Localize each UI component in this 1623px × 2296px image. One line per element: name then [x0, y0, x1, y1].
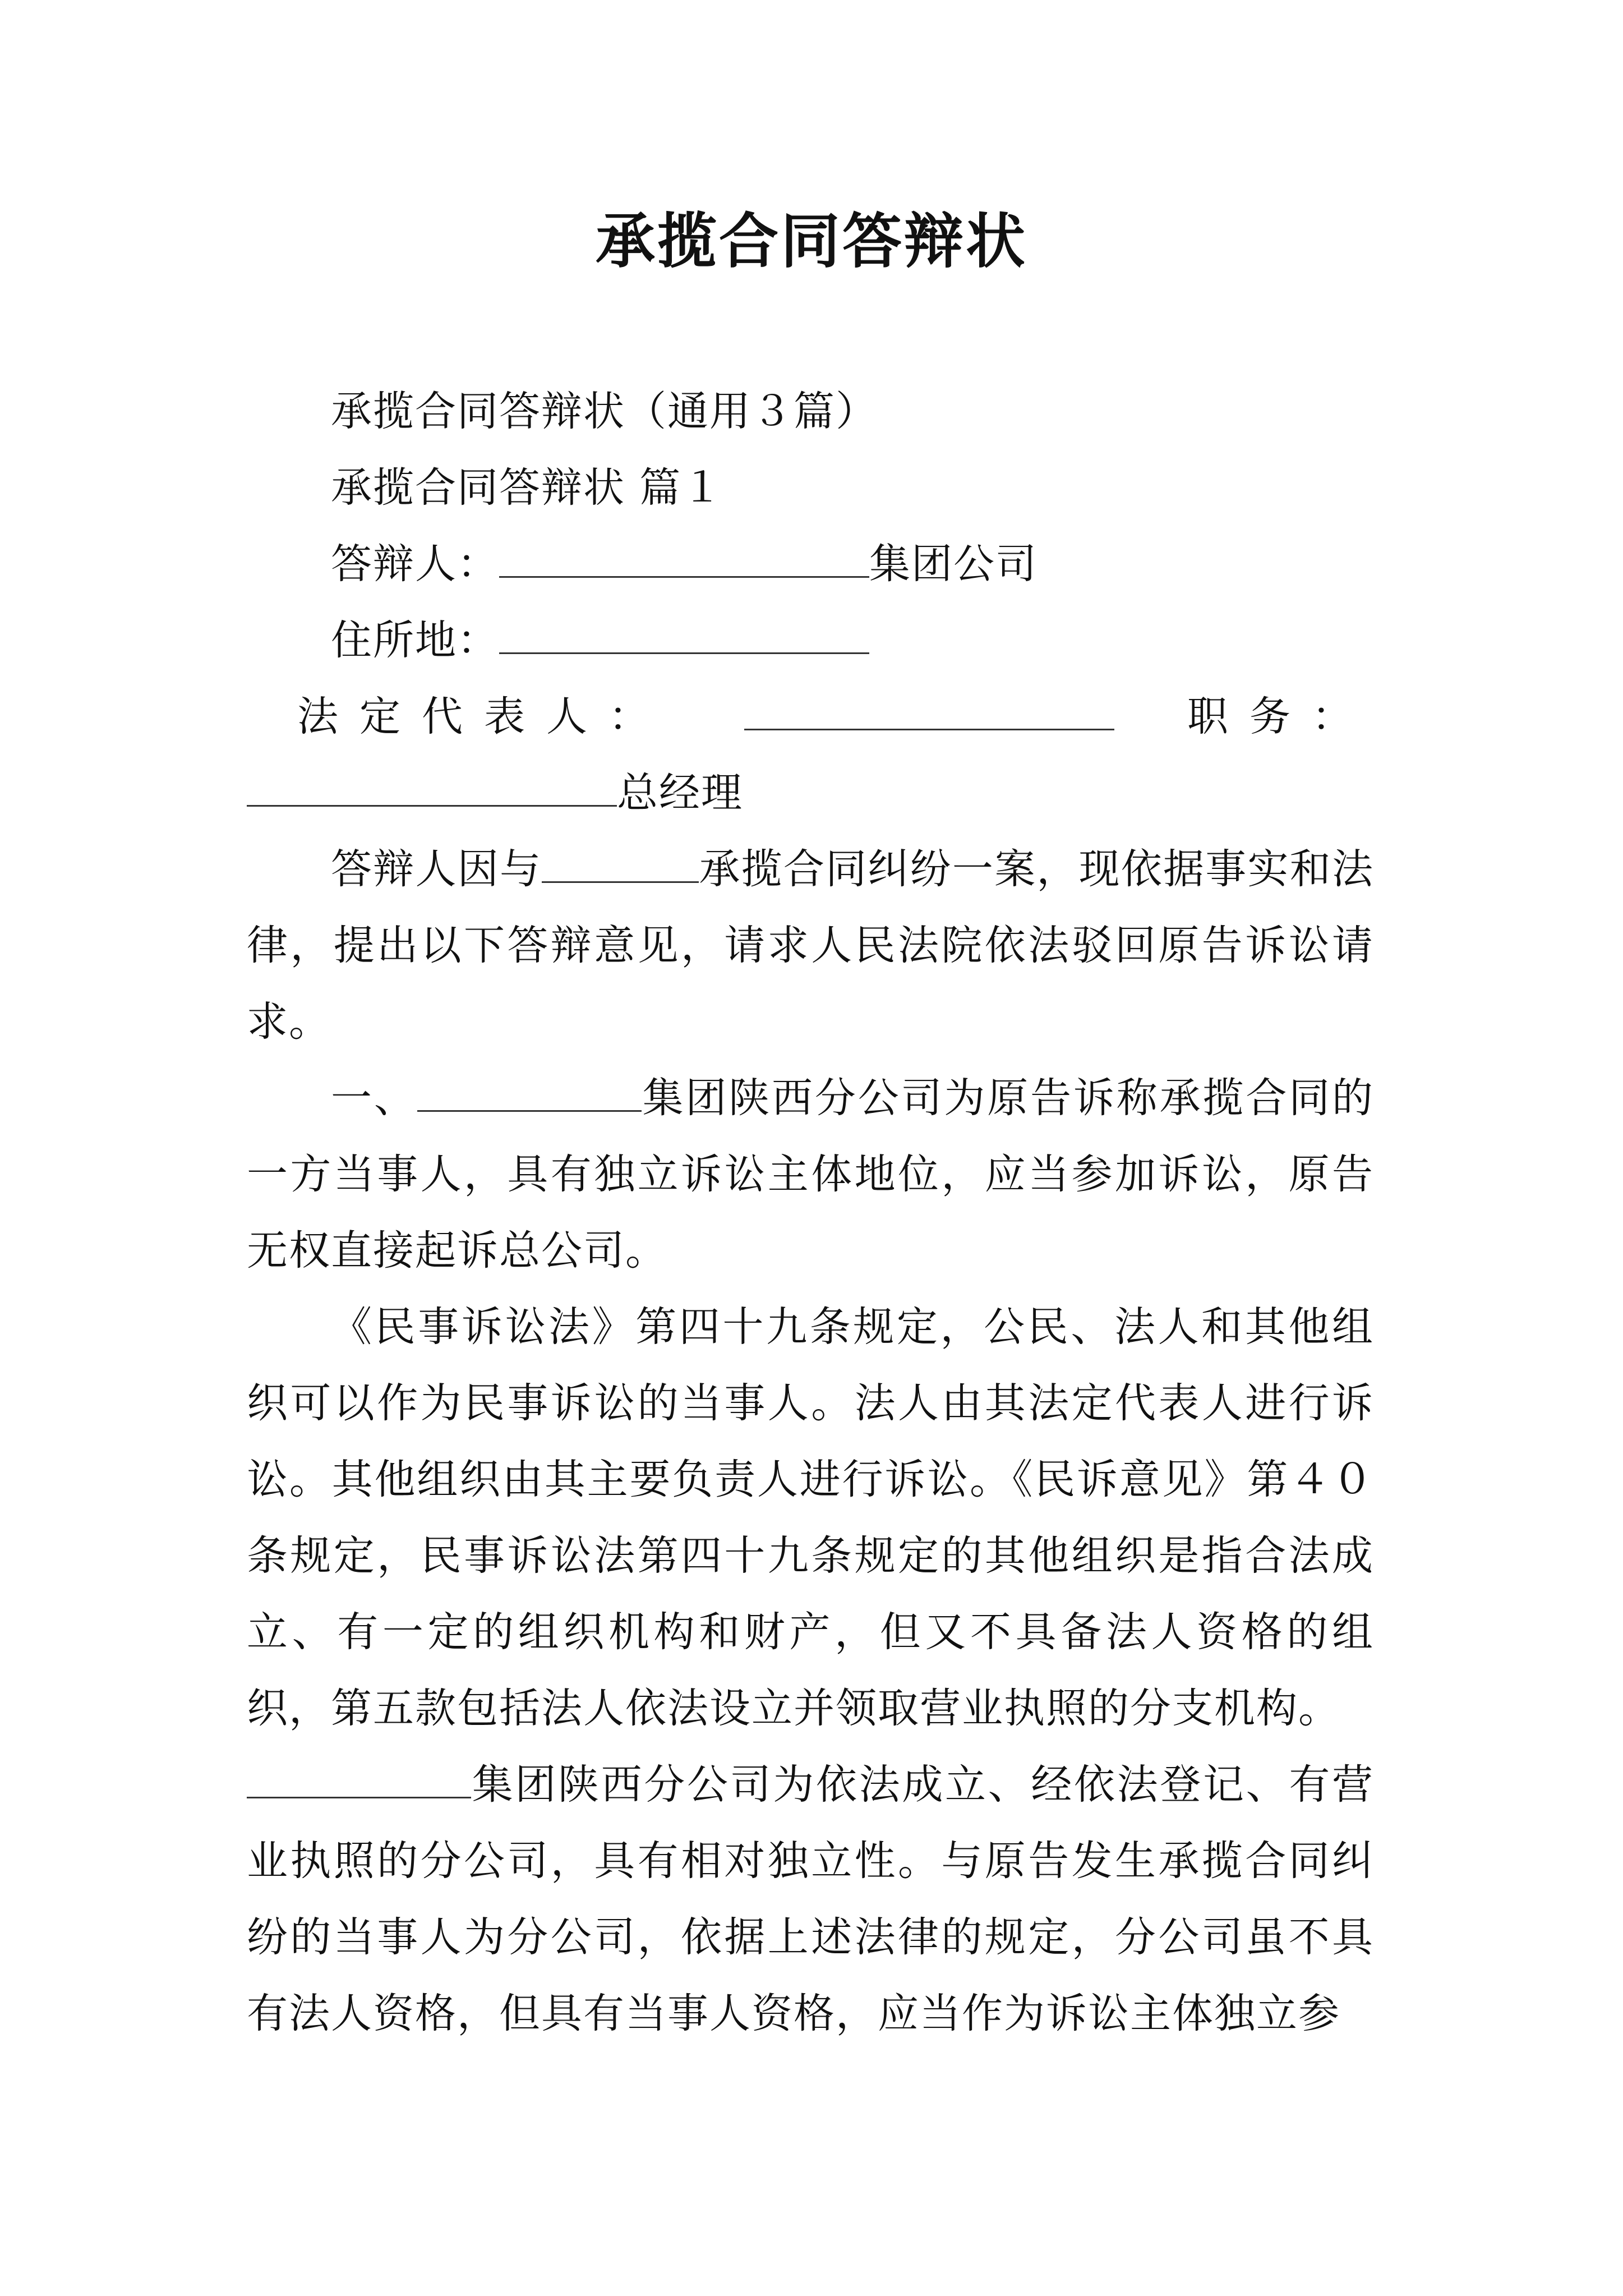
intro-text-2: 承揽合同纠纷一案，现依据事实和法律，提出以下答辩意见，请求人民法院依法驳回原告诉讼请求。 [247, 845, 1375, 1046]
address-label: 住所地： [331, 616, 499, 664]
address-blank [499, 608, 869, 654]
document-subtitle: 承揽合同答辩状（通用３篇） [331, 388, 878, 435]
company-blank-1 [417, 1065, 642, 1112]
intro-paragraph [247, 831, 1374, 1060]
plaintiff-blank [542, 836, 699, 883]
legal-rep-blank [744, 684, 1114, 730]
position-label: 职务： [1187, 693, 1374, 740]
point-one-text: 集团陕西分公司为原告诉称承揽合同的一方当事人，具有独立诉讼主体地位，应当参加诉讼，原告无权直接起诉总公司。 [247, 1074, 1375, 1274]
legal-rep-line [247, 679, 1374, 755]
company-blank-2 [247, 1752, 471, 1798]
document-body [247, 374, 1374, 2052]
respondent-line [247, 526, 1374, 602]
branch-paragraph [247, 1747, 1374, 2052]
intro-text-1: 答辩人因与 [331, 845, 542, 893]
law-paragraph: 《民事诉讼法》第四十九条规定，公民、法人和其他组织可以作为民事诉讼的当事人。法人由其法定代表人进行诉讼。其他组织由其主要负责人进行诉讼。《民诉意见》第４０条规定，民事诉讼法第四十九条规定的其他组织是指合法成立、有一定的组织机构和财产，但又不具备法人资格的组织，第五款包括法人依法设立并领取营业执照的分支机构。 [247, 1303, 1374, 1732]
respondent-suffix: 集团公司 [869, 540, 1038, 588]
branch-text: 集团陕西分公司为依法成立、经依法登记、有营业执照的分公司，具有相对独立性。与原告发生承揽合同纠纷的当事人为分公司，依据上述法律的规定，分公司虽不具有法人资格，但具有当事人资格，应当作为诉讼主体独立参 [247, 1761, 1374, 2037]
document-title: 承揽合同答辩状 [596, 206, 1027, 276]
legal-rep-label: 法定代表人： [297, 693, 671, 740]
section-heading: 承揽合同答辩状 篇１ [331, 464, 724, 512]
respondent-blank [499, 531, 869, 578]
address-line [247, 602, 1374, 679]
position-value: 总经理 [617, 769, 743, 817]
position-line [247, 755, 1374, 831]
point-one-paragraph [247, 1060, 1374, 1289]
position-blank [247, 760, 617, 807]
respondent-label: 答辩人： [331, 540, 499, 588]
point-one-prefix: 一、 [331, 1074, 417, 1122]
